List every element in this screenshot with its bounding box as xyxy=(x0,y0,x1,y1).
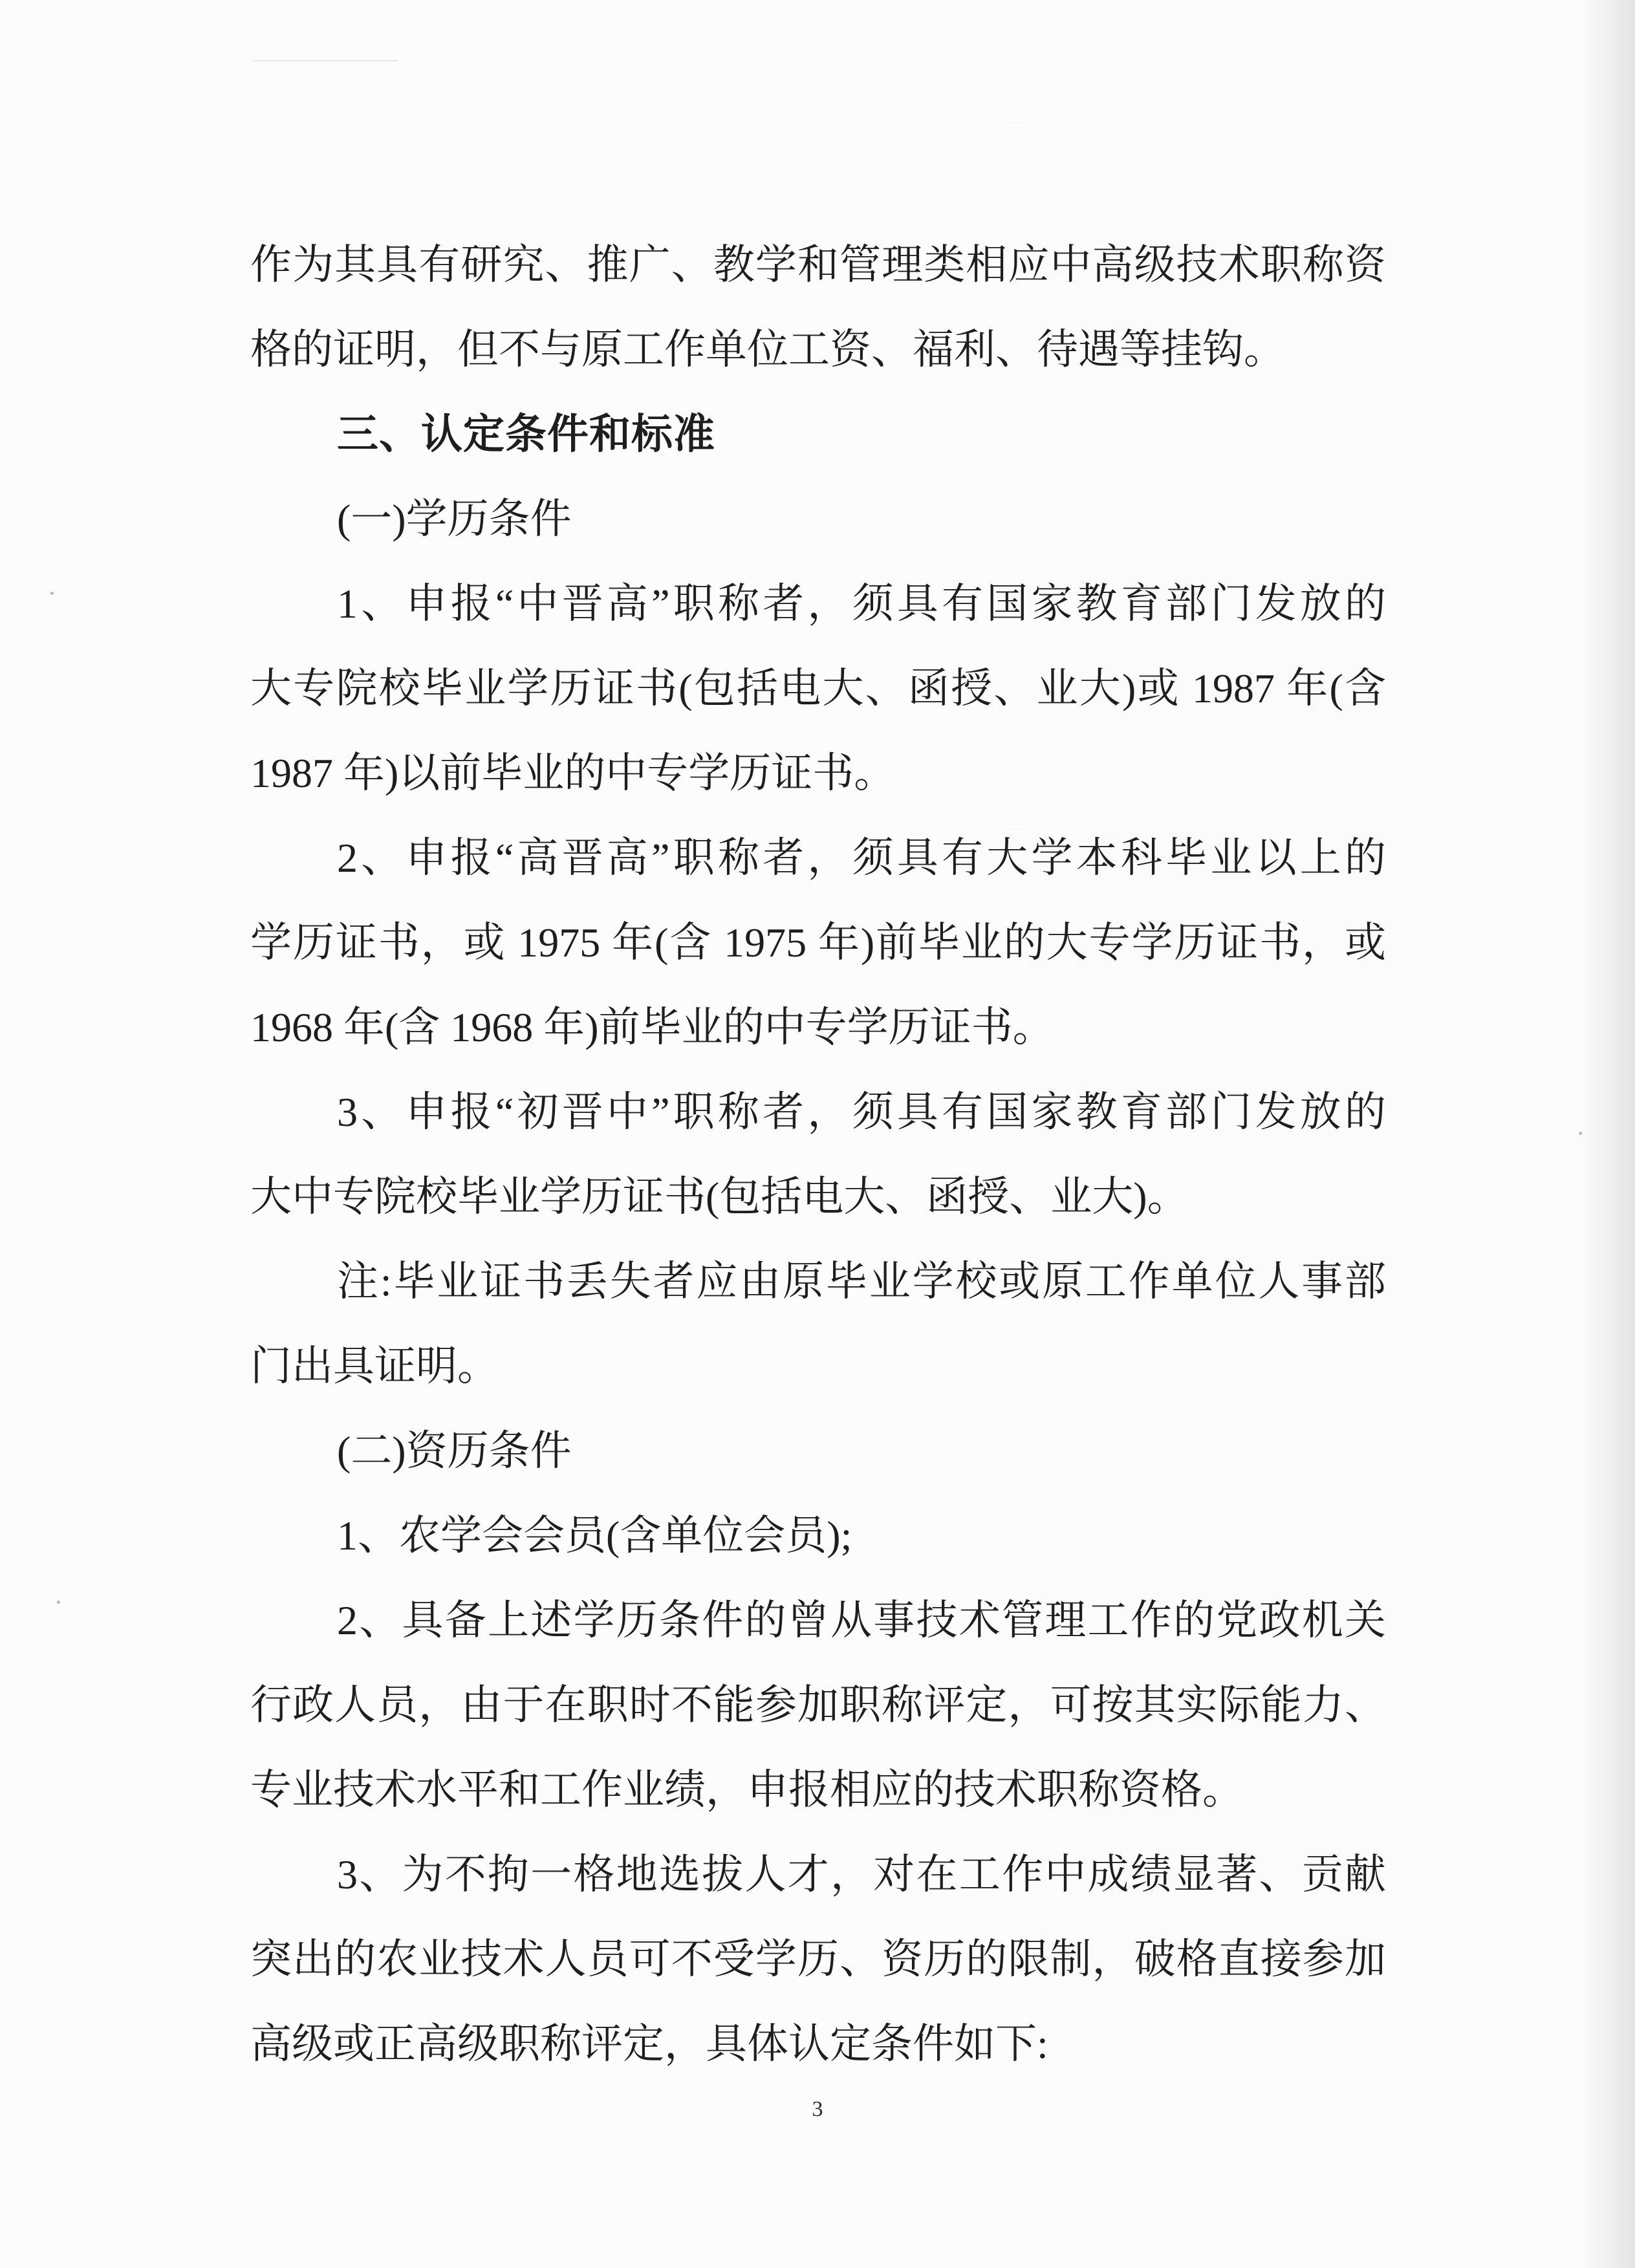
paragraph-line: 突出的农业技术人员可不受学历、资历的限制，破格直接参加 xyxy=(250,1936,1386,1982)
paragraph-line: 学历证书，或 1975 年(含 1975 年)前毕业的大专学历证书，或 xyxy=(250,920,1386,966)
paragraph-line: 大中专院校毕业学历证书(包括电大、函授、业大)。 xyxy=(250,1174,1189,1220)
paragraph-line: 3、为不拘一格地选拔人才，对在工作中成绩显著、贡献 xyxy=(337,1852,1386,1897)
paragraph-line: 1968 年(含 1968 年)前毕业的中专学历证书。 xyxy=(250,1004,1054,1050)
paragraph-line: 2、具备上述学历条件的曾从事技术管理工作的党政机关 xyxy=(337,1597,1386,1643)
section-heading xyxy=(250,392,1386,477)
scan-speck xyxy=(57,1601,60,1604)
paragraph-line: 大专院校毕业学历证书(包括电大、函授、业大)或 1987 年(含 xyxy=(250,665,1386,711)
paragraph-line: 注:毕业证书丢失者应由原毕业学校或原工作单位人事部 xyxy=(337,1258,1386,1304)
paragraph-line: 2、申报“高晋高”职称者，须具有大学本科毕业以上的 xyxy=(337,835,1386,881)
paragraph-qualification-item-1 xyxy=(250,1493,1386,1578)
paragraph-line: 门出具证明。 xyxy=(250,1343,499,1389)
paragraph-line: 3、申报“初晋中”职称者，须具有国家教育部门发放的 xyxy=(337,1089,1386,1135)
paragraph-qualification-item-2 xyxy=(250,1578,1386,1832)
paragraph-line: 作为其具有研究、推广、教学和管理类相应中高级技术职称资 xyxy=(250,242,1386,288)
scan-speck xyxy=(1579,1132,1582,1135)
body-text xyxy=(250,222,1386,2086)
paragraph-note xyxy=(250,1239,1386,1409)
scan-speck xyxy=(50,592,54,595)
subsection-heading-qualification xyxy=(250,1409,1386,1493)
paragraph-qualification-item-3 xyxy=(250,1832,1386,2086)
section-heading-text: 三、认定条件和标准 xyxy=(337,411,715,457)
paragraph-line: 专业技术水平和工作业绩，申报相应的技术职称资格。 xyxy=(250,1767,1244,1813)
paragraph-line: 高级或正高级职称评定，具体认定条件如下: xyxy=(250,2021,1048,2067)
paragraph-line: 1、申报“中晋高”职称者，须具有国家教育部门发放的 xyxy=(337,581,1386,627)
page-number: 3 xyxy=(812,2097,823,2121)
paragraph-line: 1987 年)以前毕业的中专学历证书。 xyxy=(250,750,896,796)
paragraph-education-item-2 xyxy=(250,815,1386,1070)
subsection-heading-text: (一)学历条件 xyxy=(337,496,572,542)
paragraph-line: 1、农学会会员(含单位会员); xyxy=(337,1513,852,1559)
subsection-heading-education xyxy=(250,477,1386,561)
paragraph-education-item-1 xyxy=(250,561,1386,815)
paragraph-continuation xyxy=(250,222,1386,392)
paragraph-line: 行政人员，由于在职时不能参加职称评定，可按其实际能力、 xyxy=(250,1682,1386,1728)
scan-artifact-line xyxy=(253,60,398,61)
paragraph-line: 格的证明，但不与原工作单位工资、福利、待遇等挂钩。 xyxy=(250,327,1285,373)
paragraph-education-item-3 xyxy=(250,1070,1386,1239)
subsection-heading-text: (二)资历条件 xyxy=(337,1428,572,1474)
